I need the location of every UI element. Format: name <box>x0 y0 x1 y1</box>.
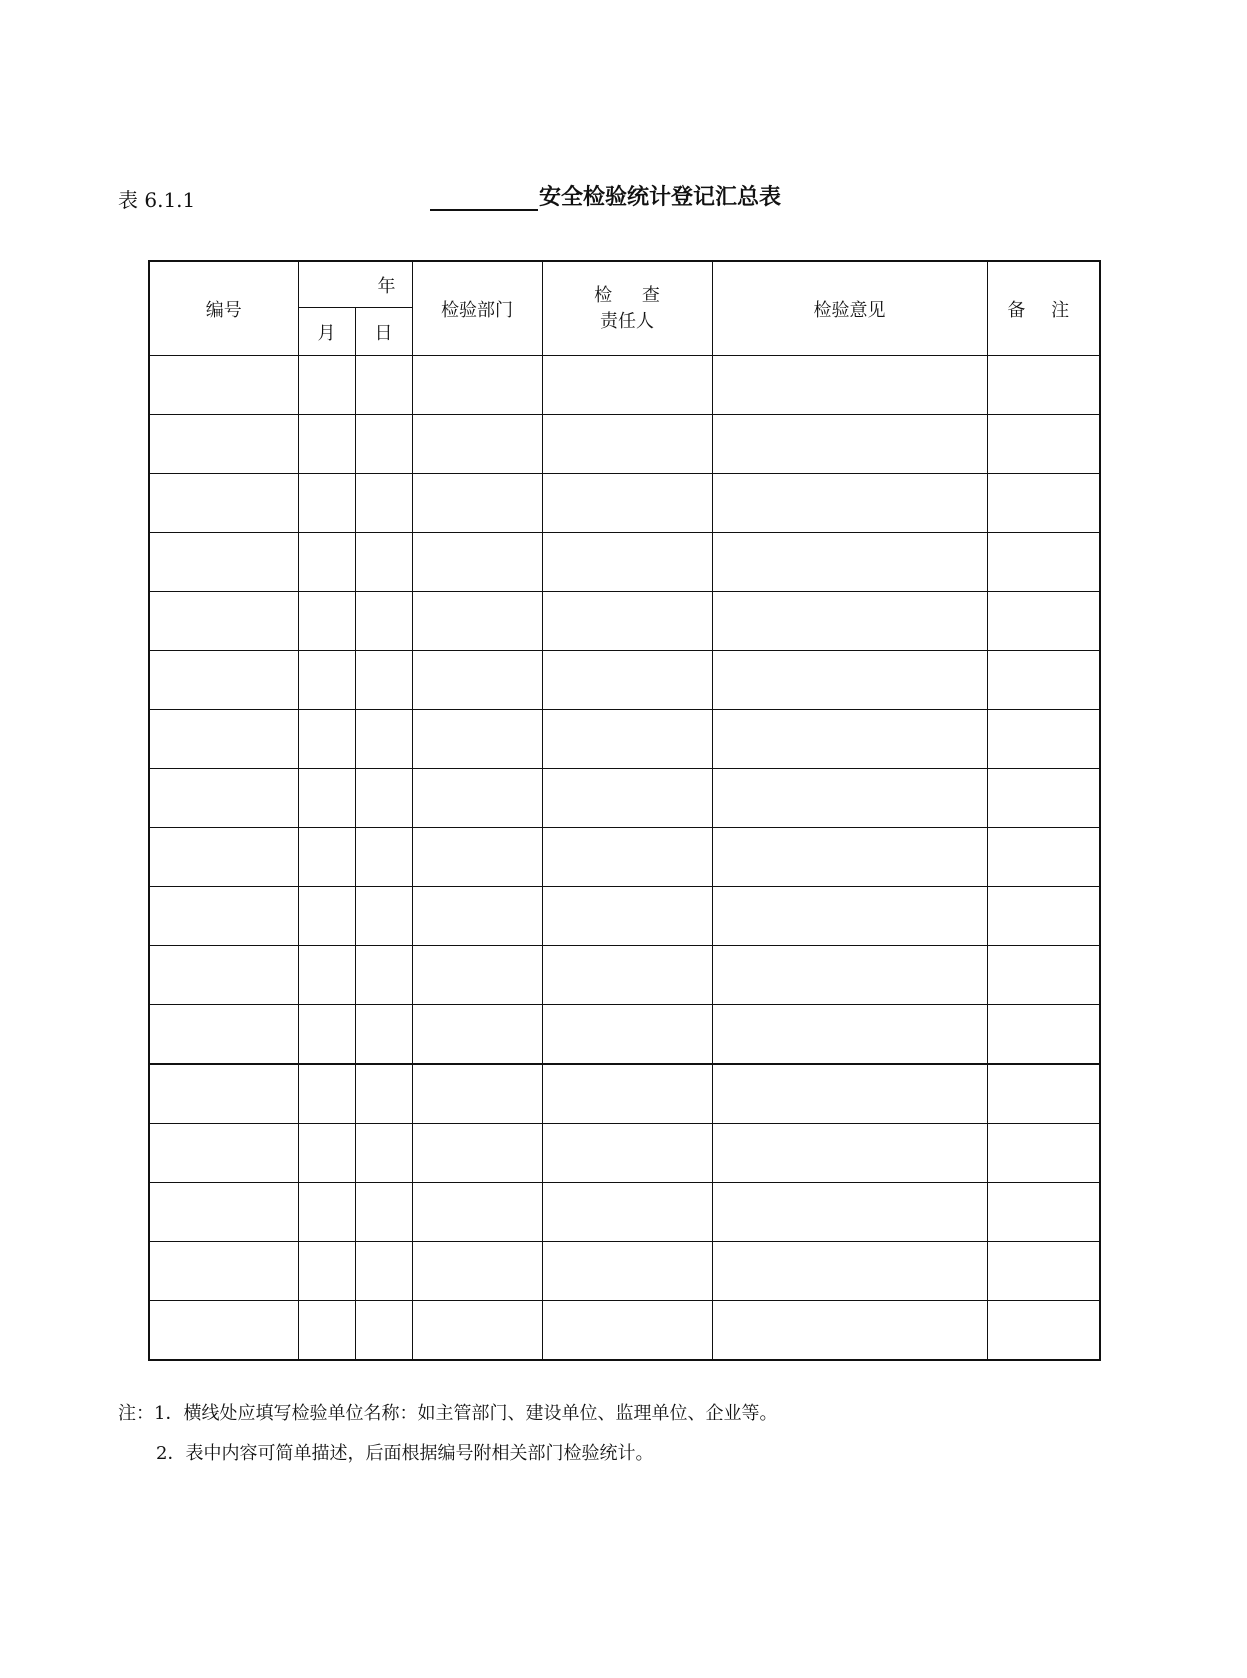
department-cell[interactable] <box>412 1005 542 1065</box>
opinion-cell[interactable] <box>712 1301 987 1361</box>
inspector-cell[interactable] <box>542 1301 712 1361</box>
month-cell[interactable] <box>298 828 355 887</box>
remarks-cell[interactable] <box>987 1064 1100 1124</box>
number-cell[interactable] <box>149 887 298 946</box>
day-cell[interactable] <box>355 533 412 592</box>
day-cell[interactable] <box>355 651 412 710</box>
month-cell[interactable] <box>298 1183 355 1242</box>
inspection-register-table <box>148 260 1101 1361</box>
day-cell[interactable] <box>355 1301 412 1361</box>
opinion-cell[interactable] <box>712 474 987 533</box>
opinion-cell[interactable] <box>712 887 987 946</box>
column-header-opinion: 检验意见 <box>712 261 987 356</box>
opinion-cell[interactable] <box>712 828 987 887</box>
inspector-cell[interactable] <box>542 1064 712 1124</box>
column-header-day: 日 <box>355 308 412 356</box>
remarks-cell[interactable] <box>987 1005 1100 1065</box>
remarks-cell[interactable] <box>987 887 1100 946</box>
day-cell[interactable] <box>355 474 412 533</box>
number-cell[interactable] <box>149 1005 298 1065</box>
opinion-cell[interactable] <box>712 1005 987 1065</box>
register-body <box>149 356 1100 1361</box>
inspector-cell[interactable] <box>542 1124 712 1183</box>
remarks-cell[interactable] <box>987 1124 1100 1183</box>
month-cell[interactable] <box>298 710 355 769</box>
note-text-2: 2．表中内容可简单描述，后面根据编号附相关部门检验统计。 <box>156 1443 654 1464</box>
day-cell[interactable] <box>355 887 412 946</box>
remarks-header-text: 备 注 <box>1007 299 1080 321</box>
table-row <box>149 1124 1100 1183</box>
table-row <box>149 828 1100 887</box>
department-cell[interactable] <box>412 592 542 651</box>
note-item-2 <box>118 1434 777 1474</box>
number-cell[interactable] <box>149 828 298 887</box>
month-cell[interactable] <box>298 356 355 415</box>
opinion-cell[interactable] <box>712 1183 987 1242</box>
inspector-cell[interactable] <box>542 533 712 592</box>
table-row <box>149 651 1100 710</box>
remarks-cell[interactable] <box>987 415 1100 474</box>
column-header-remarks <box>987 261 1100 356</box>
month-cell[interactable] <box>298 1124 355 1183</box>
number-cell[interactable] <box>149 1124 298 1183</box>
unit-name-blank[interactable] <box>430 183 538 211</box>
opinion-cell[interactable] <box>712 1242 987 1301</box>
day-cell[interactable] <box>355 356 412 415</box>
remarks-cell[interactable] <box>987 828 1100 887</box>
month-cell[interactable] <box>298 887 355 946</box>
opinion-cell[interactable] <box>712 592 987 651</box>
inspector-cell[interactable] <box>542 592 712 651</box>
department-cell[interactable] <box>412 533 542 592</box>
table-row <box>149 946 1100 1005</box>
column-header-department: 检验部门 <box>412 261 542 356</box>
notes-section <box>118 1394 777 1474</box>
opinion-cell[interactable] <box>712 356 987 415</box>
inspector-cell[interactable] <box>542 1183 712 1242</box>
month-cell[interactable] <box>298 1301 355 1361</box>
remarks-cell[interactable] <box>987 651 1100 710</box>
opinion-cell[interactable] <box>712 651 987 710</box>
inspector-header-line1: 检 查 <box>594 284 672 306</box>
table-row <box>149 415 1100 474</box>
department-cell[interactable] <box>412 946 542 1005</box>
remarks-cell[interactable] <box>987 1242 1100 1301</box>
inspector-cell[interactable] <box>542 946 712 1005</box>
inspector-header-line2: 责任人 <box>600 310 654 332</box>
table-row <box>149 1301 1100 1361</box>
department-cell[interactable] <box>412 356 542 415</box>
day-cell[interactable] <box>355 769 412 828</box>
table-row <box>149 592 1100 651</box>
remarks-cell[interactable] <box>987 356 1100 415</box>
day-cell[interactable] <box>355 828 412 887</box>
month-cell[interactable] <box>298 474 355 533</box>
day-cell[interactable] <box>355 1005 412 1065</box>
remarks-cell[interactable] <box>987 946 1100 1005</box>
inspector-cell[interactable] <box>542 474 712 533</box>
table-row <box>149 769 1100 828</box>
number-cell[interactable] <box>149 1183 298 1242</box>
month-cell[interactable] <box>298 651 355 710</box>
table-row <box>149 710 1100 769</box>
department-cell[interactable] <box>412 1183 542 1242</box>
month-cell[interactable] <box>298 1005 355 1065</box>
number-cell[interactable] <box>149 651 298 710</box>
note-item-1 <box>118 1394 777 1434</box>
table-row <box>149 1183 1100 1242</box>
table-row <box>149 474 1100 533</box>
remarks-cell[interactable] <box>987 1183 1100 1242</box>
opinion-cell[interactable] <box>712 415 987 474</box>
remarks-cell[interactable] <box>987 710 1100 769</box>
table-row <box>149 533 1100 592</box>
table-row <box>149 1064 1100 1124</box>
day-cell[interactable] <box>355 1183 412 1242</box>
department-cell[interactable] <box>412 710 542 769</box>
day-cell[interactable] <box>355 710 412 769</box>
department-cell[interactable] <box>412 415 542 474</box>
note-text-1: 1．横线处应填写检验单位名称：如主管部门、建设单位、监理单位、企业等。 <box>154 1403 778 1424</box>
table-number: 表 6.1.1 <box>118 188 196 212</box>
month-cell[interactable] <box>298 1064 355 1124</box>
opinion-cell[interactable] <box>712 710 987 769</box>
day-cell[interactable] <box>355 1124 412 1183</box>
inspector-cell[interactable] <box>542 415 712 474</box>
number-cell[interactable] <box>149 946 298 1005</box>
number-cell[interactable] <box>149 1301 298 1361</box>
day-cell[interactable] <box>355 946 412 1005</box>
opinion-cell[interactable] <box>712 946 987 1005</box>
opinion-cell[interactable] <box>712 1064 987 1124</box>
inspector-cell[interactable] <box>542 651 712 710</box>
form-title-text: 安全检验统计登记汇总表 <box>539 184 782 210</box>
column-header-inspector <box>542 261 712 356</box>
number-cell[interactable] <box>149 356 298 415</box>
remarks-cell[interactable] <box>987 1301 1100 1361</box>
number-cell[interactable] <box>149 533 298 592</box>
department-cell[interactable] <box>412 1242 542 1301</box>
number-cell[interactable] <box>149 474 298 533</box>
day-cell[interactable] <box>355 1242 412 1301</box>
department-cell[interactable] <box>412 651 542 710</box>
column-header-month: 月 <box>298 308 355 356</box>
number-cell[interactable] <box>149 1064 298 1124</box>
inspector-cell[interactable] <box>542 887 712 946</box>
month-cell[interactable] <box>298 533 355 592</box>
inspector-cell[interactable] <box>542 1005 712 1065</box>
department-cell[interactable] <box>412 1064 542 1124</box>
number-cell[interactable] <box>149 592 298 651</box>
department-cell[interactable] <box>412 1301 542 1361</box>
day-cell[interactable] <box>355 592 412 651</box>
number-cell[interactable] <box>149 1242 298 1301</box>
table-row <box>149 1005 1100 1065</box>
department-cell[interactable] <box>412 769 542 828</box>
remarks-cell[interactable] <box>987 769 1100 828</box>
department-cell[interactable] <box>412 474 542 533</box>
month-cell[interactable] <box>298 769 355 828</box>
month-cell[interactable] <box>298 415 355 474</box>
day-cell[interactable] <box>355 415 412 474</box>
month-cell[interactable] <box>298 946 355 1005</box>
department-cell[interactable] <box>412 828 542 887</box>
number-cell[interactable] <box>149 415 298 474</box>
inspector-cell[interactable] <box>542 710 712 769</box>
month-cell[interactable] <box>298 1242 355 1301</box>
month-cell[interactable] <box>298 592 355 651</box>
day-cell[interactable] <box>355 1064 412 1124</box>
inspector-cell[interactable] <box>542 769 712 828</box>
department-cell[interactable] <box>412 887 542 946</box>
inspector-cell[interactable] <box>542 356 712 415</box>
opinion-cell[interactable] <box>712 1124 987 1183</box>
column-header-number: 编号 <box>149 261 298 356</box>
opinion-cell[interactable] <box>712 769 987 828</box>
remarks-cell[interactable] <box>987 533 1100 592</box>
remarks-cell[interactable] <box>987 592 1100 651</box>
inspector-cell[interactable] <box>542 828 712 887</box>
column-header-year: 年 <box>298 261 412 308</box>
table-row <box>149 356 1100 415</box>
notes-prefix: 注： <box>118 1403 154 1424</box>
remarks-cell[interactable] <box>987 474 1100 533</box>
inspector-cell[interactable] <box>542 1242 712 1301</box>
department-cell[interactable] <box>412 1124 542 1183</box>
table-row <box>149 887 1100 946</box>
table-row <box>149 1242 1100 1301</box>
number-cell[interactable] <box>149 710 298 769</box>
number-cell[interactable] <box>149 769 298 828</box>
opinion-cell[interactable] <box>712 533 987 592</box>
form-title <box>430 180 781 211</box>
